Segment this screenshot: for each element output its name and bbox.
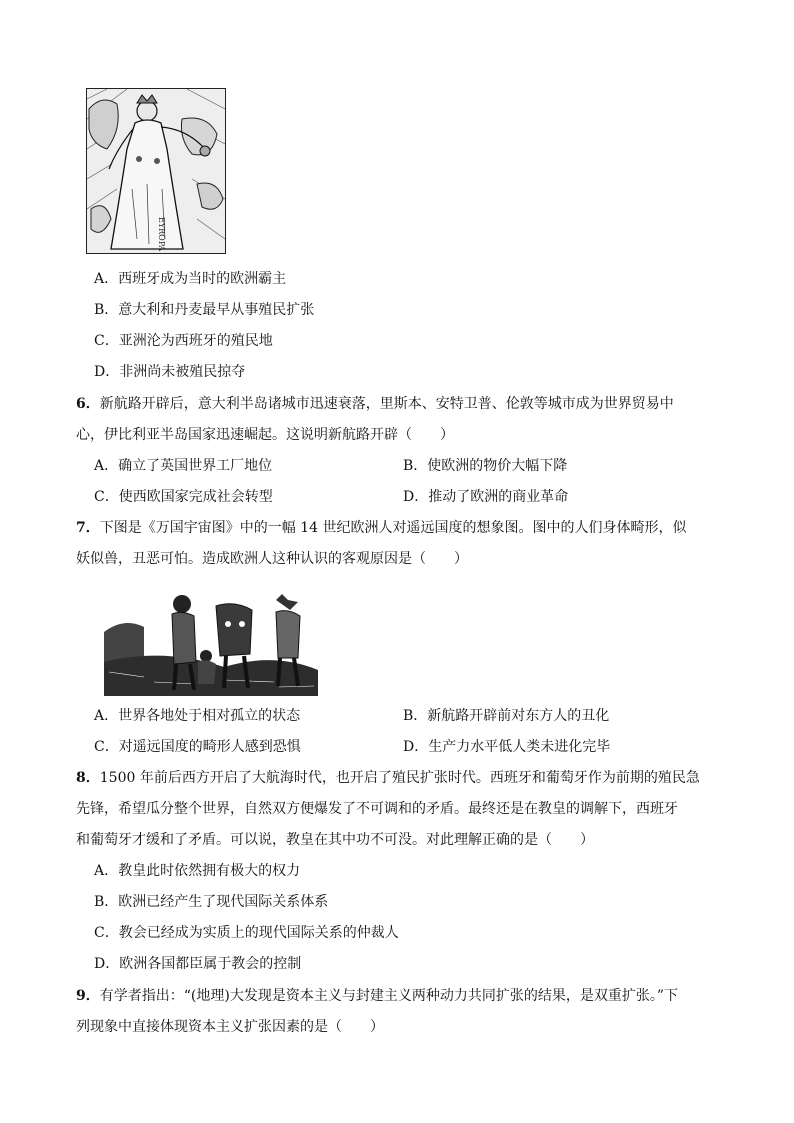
q7-option-b: B．新航路开辟前对东方人的丑化 [403, 708, 610, 724]
q7-option-d: D．生产力水平低人类未进化完毕 [403, 739, 611, 755]
q8-stem-line2: 先锋，希望瓜分整个世界，自然双方便爆发了不可调和的矛盾。最终还是在教皇的调解下，西班牙 [76, 801, 678, 817]
q8-number: 8． [76, 770, 100, 786]
q5-option-b: B．意大利和丹麦最早从事殖民扩张 [94, 302, 315, 318]
europa-figure-label: EYROPA [157, 217, 166, 252]
q6-option-c: C．使西欧国家完成社会转型 [94, 489, 273, 505]
q8-option-c: C．教会已经成为实质上的现代国际关系的仲裁人 [94, 925, 399, 941]
q6-number: 6． [76, 396, 100, 412]
q5-option-a: A．西班牙成为当时的欧洲霸主 [94, 271, 287, 287]
q8-option-d: D．欧洲各国都臣属于教会的控制 [94, 956, 302, 972]
europa-engraving-image [87, 89, 225, 253]
q8-option-a: A．教皇此时依然拥有极大的权力 [94, 863, 301, 879]
q6-stem-line1 [76, 394, 674, 414]
q6-option-b: B．使欧洲的物价大幅下降 [403, 458, 568, 474]
q6-stem-line2: 心，伊比利亚半岛国家迅速崛起。这说明新航路开辟（ ） [76, 427, 454, 443]
q6-option-a: A．确立了英国世界工厂地位 [94, 458, 273, 474]
q7-stem-line2: 妖似兽，丑恶可怕。造成欧洲人这种认识的客观原因是（ ） [76, 551, 468, 567]
q6-option-d: D．推动了欧洲的商业革命 [403, 489, 569, 505]
q9-stem-text1: 有学者指出：“(地理)大发现是资本主义与封建主义两种动力共同扩张的结果，是双重扩张。”下 [99, 988, 678, 1004]
q7-option-c: C．对遥远国度的畸形人感到恐惧 [94, 739, 301, 755]
q9-stem-line1 [76, 986, 678, 1006]
q9-number: 9． [76, 988, 100, 1004]
q7-number: 7． [76, 520, 100, 536]
q8-stem-text1: 1500 年前后西方开启了大航海时代，也开启了殖民扩张时代。西班牙和葡萄牙作为前期的殖民急 [99, 770, 700, 786]
q8-stem-line3: 和葡萄牙才缓和了矛盾。可以说，教皇在其中功不可没。对此理解正确的是（ ） [76, 832, 594, 848]
q5-option-c: C．亚洲沦为西班牙的殖民地 [94, 333, 273, 349]
q7-stem-line1 [76, 518, 686, 538]
q8-stem-line1 [76, 768, 700, 788]
q7-option-a: A．世界各地处于相对孤立的状态 [94, 708, 301, 724]
monsters-engraving-image [104, 592, 318, 696]
q8-option-b: B．欧洲已经产生了现代国际关系体系 [94, 894, 329, 910]
q7-stem-text1: 下图是《万国宇宙图》中的一幅 14 世纪欧洲人对遥远国度的想象图。图中的人们身体畸形，似 [99, 520, 687, 536]
q9-stem-line2: 列现象中直接体现资本主义扩张因素的是（ ） [76, 1019, 384, 1035]
q5-option-d: D．非洲尚未被殖民掠夺 [94, 364, 246, 380]
europa-map-figure [86, 88, 226, 254]
q6-stem-text1: 新航路开辟后，意大利半岛诸城市迅速衰落，里斯本、安特卫普、伦敦等城市成为世界贸易中 [99, 396, 674, 412]
monsters-figure [104, 592, 318, 696]
